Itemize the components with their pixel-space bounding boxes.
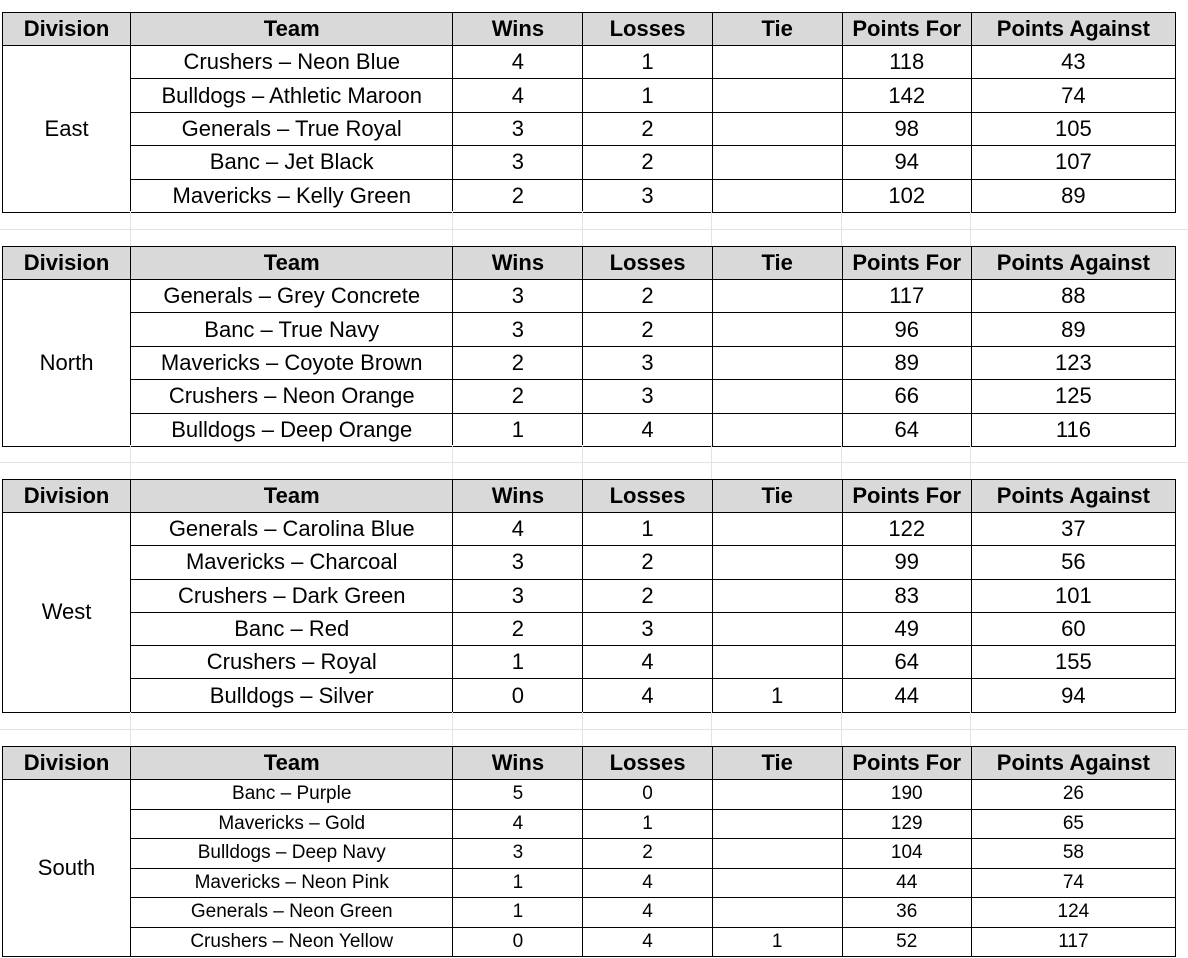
cell-team: Crushers – Neon Blue xyxy=(131,46,453,79)
cell-points-for: 190 xyxy=(842,780,971,810)
cell-team: Banc – True Navy xyxy=(131,313,453,346)
table-row xyxy=(3,546,1176,579)
gap-gridline xyxy=(841,211,842,246)
cell-wins: 3 xyxy=(453,146,583,179)
cell-points-against: 107 xyxy=(971,146,1175,179)
cell-tie xyxy=(712,546,842,579)
cell-wins: 4 xyxy=(453,46,583,79)
cell-points-for: 36 xyxy=(842,898,971,928)
cell-tie xyxy=(712,179,842,212)
cell-tie xyxy=(712,839,842,869)
cell-losses: 2 xyxy=(583,839,712,869)
header-row xyxy=(3,480,1176,513)
cell-tie xyxy=(712,868,842,898)
table-row xyxy=(3,346,1176,379)
cell-team: Mavericks – Kelly Green xyxy=(131,179,453,212)
table-row xyxy=(3,380,1176,413)
cell-points-for: 94 xyxy=(842,146,971,179)
cell-points-against: 117 xyxy=(971,927,1175,957)
cell-losses: 1 xyxy=(583,809,712,839)
gap-gridline xyxy=(130,211,131,246)
column-header-points-for: Points For xyxy=(842,480,971,513)
cell-losses: 0 xyxy=(583,780,712,810)
table-row xyxy=(3,780,1176,810)
column-header-losses: Losses xyxy=(583,247,712,280)
cell-losses: 4 xyxy=(583,868,712,898)
cell-points-for: 49 xyxy=(842,612,971,645)
cell-tie xyxy=(712,646,842,679)
cell-team: Bulldogs – Athletic Maroon xyxy=(131,79,453,112)
cell-losses: 1 xyxy=(583,513,712,546)
header-row xyxy=(3,13,1176,46)
cell-points-for: 83 xyxy=(842,579,971,612)
cell-points-against: 125 xyxy=(971,380,1175,413)
cell-points-for: 102 xyxy=(842,179,971,212)
cell-losses: 3 xyxy=(583,380,712,413)
header-row xyxy=(3,247,1176,280)
cell-wins: 0 xyxy=(453,927,583,957)
column-header-tie: Tie xyxy=(712,247,842,280)
column-header-wins: Wins xyxy=(453,480,583,513)
column-header-team: Team xyxy=(131,247,453,280)
gap-gridline xyxy=(0,462,1188,463)
cell-losses: 3 xyxy=(583,612,712,645)
cell-losses: 1 xyxy=(583,79,712,112)
cell-points-against: 74 xyxy=(971,868,1175,898)
cell-team: Mavericks – Charcoal xyxy=(131,546,453,579)
cell-losses: 1 xyxy=(583,46,712,79)
gap-gridline xyxy=(452,211,453,246)
cell-points-for: 44 xyxy=(842,868,971,898)
table-row xyxy=(3,927,1176,957)
cell-wins: 4 xyxy=(453,513,583,546)
cell-tie xyxy=(712,898,842,928)
column-header-wins: Wins xyxy=(453,747,583,780)
cell-wins: 2 xyxy=(453,380,583,413)
table-row xyxy=(3,898,1176,928)
cell-team: Mavericks – Neon Pink xyxy=(131,868,453,898)
cell-points-for: 64 xyxy=(842,413,971,446)
cell-tie xyxy=(712,579,842,612)
table-row xyxy=(3,46,1176,79)
cell-points-against: 124 xyxy=(971,898,1175,928)
table-row xyxy=(3,646,1176,679)
cell-tie xyxy=(712,513,842,546)
cell-wins: 4 xyxy=(453,809,583,839)
column-header-division: Division xyxy=(3,747,131,780)
cell-points-against: 43 xyxy=(971,46,1175,79)
cell-points-for: 122 xyxy=(842,513,971,546)
cell-losses: 2 xyxy=(583,579,712,612)
cell-points-for: 98 xyxy=(842,112,971,145)
cell-wins: 3 xyxy=(453,579,583,612)
cell-tie xyxy=(712,413,842,446)
cell-points-against: 58 xyxy=(971,839,1175,869)
gap-gridline xyxy=(452,445,453,479)
gap-gridline xyxy=(841,445,842,479)
gap-gridline xyxy=(970,712,971,746)
cell-wins: 2 xyxy=(453,612,583,645)
cell-points-against: 89 xyxy=(971,313,1175,346)
cell-wins: 1 xyxy=(453,898,583,928)
column-header-points-against: Points Against xyxy=(971,247,1175,280)
column-header-points-against: Points Against xyxy=(971,13,1175,46)
gap-gridline xyxy=(130,445,131,479)
cell-wins: 3 xyxy=(453,313,583,346)
cell-wins: 5 xyxy=(453,780,583,810)
table-row xyxy=(3,146,1176,179)
table-row xyxy=(3,313,1176,346)
gap-gridline xyxy=(970,445,971,479)
column-header-tie: Tie xyxy=(712,13,842,46)
standings-table-east xyxy=(2,12,1176,213)
column-header-team: Team xyxy=(131,13,453,46)
column-header-points-against: Points Against xyxy=(971,480,1175,513)
table-row xyxy=(3,868,1176,898)
cell-points-for: 104 xyxy=(842,839,971,869)
table-row xyxy=(3,809,1176,839)
cell-losses: 2 xyxy=(583,146,712,179)
column-header-losses: Losses xyxy=(583,480,712,513)
cell-team: Mavericks – Gold xyxy=(131,809,453,839)
cell-wins: 3 xyxy=(453,112,583,145)
cell-team: Crushers – Neon Yellow xyxy=(131,927,453,957)
cell-team: Bulldogs – Deep Orange xyxy=(131,413,453,446)
table-row xyxy=(3,112,1176,145)
gap-gridline xyxy=(970,211,971,246)
cell-losses: 2 xyxy=(583,280,712,313)
gap-gridline xyxy=(452,712,453,746)
cell-tie xyxy=(712,780,842,810)
cell-tie xyxy=(712,380,842,413)
cell-points-against: 123 xyxy=(971,346,1175,379)
table-row xyxy=(3,679,1176,712)
column-header-team: Team xyxy=(131,747,453,780)
standings-table-west xyxy=(2,479,1176,713)
gap-gridline xyxy=(711,211,712,246)
cell-points-for: 96 xyxy=(842,313,971,346)
table-row xyxy=(3,179,1176,212)
gap-gridline xyxy=(582,712,583,746)
cell-team: Generals – True Royal xyxy=(131,112,453,145)
division-name: West xyxy=(3,513,131,713)
cell-losses: 2 xyxy=(583,112,712,145)
cell-points-for: 66 xyxy=(842,380,971,413)
cell-points-against: 116 xyxy=(971,413,1175,446)
cell-tie xyxy=(712,79,842,112)
cell-points-against: 89 xyxy=(971,179,1175,212)
gap-gridline xyxy=(582,211,583,246)
cell-points-for: 99 xyxy=(842,546,971,579)
cell-team: Generals – Grey Concrete xyxy=(131,280,453,313)
cell-losses: 4 xyxy=(583,898,712,928)
column-header-losses: Losses xyxy=(583,747,712,780)
cell-team: Bulldogs – Deep Navy xyxy=(131,839,453,869)
cell-points-for: 142 xyxy=(842,79,971,112)
standings-table-north xyxy=(2,246,1176,447)
cell-points-against: 65 xyxy=(971,809,1175,839)
cell-tie xyxy=(712,346,842,379)
cell-tie: 1 xyxy=(712,679,842,712)
gap-gridline xyxy=(711,712,712,746)
cell-team: Crushers – Royal xyxy=(131,646,453,679)
cell-tie xyxy=(712,112,842,145)
cell-losses: 3 xyxy=(583,179,712,212)
cell-wins: 4 xyxy=(453,79,583,112)
cell-losses: 2 xyxy=(583,313,712,346)
gap-gridline xyxy=(0,729,1188,730)
gap-gridline xyxy=(841,712,842,746)
cell-wins: 2 xyxy=(453,346,583,379)
cell-team: Mavericks – Coyote Brown xyxy=(131,346,453,379)
cell-losses: 4 xyxy=(583,679,712,712)
column-header-points-for: Points For xyxy=(842,247,971,280)
division-name: East xyxy=(3,46,131,213)
gap-gridline xyxy=(130,712,131,746)
cell-losses: 2 xyxy=(583,546,712,579)
column-header-points-against: Points Against xyxy=(971,747,1175,780)
table-row xyxy=(3,513,1176,546)
cell-wins: 1 xyxy=(453,646,583,679)
cell-wins: 3 xyxy=(453,839,583,869)
cell-points-for: 129 xyxy=(842,809,971,839)
cell-wins: 1 xyxy=(453,868,583,898)
cell-points-for: 52 xyxy=(842,927,971,957)
cell-losses: 4 xyxy=(583,413,712,446)
cell-points-against: 37 xyxy=(971,513,1175,546)
cell-tie xyxy=(712,612,842,645)
column-header-team: Team xyxy=(131,480,453,513)
column-header-tie: Tie xyxy=(712,747,842,780)
column-header-tie: Tie xyxy=(712,480,842,513)
column-header-division: Division xyxy=(3,480,131,513)
cell-tie xyxy=(712,46,842,79)
cell-points-for: 89 xyxy=(842,346,971,379)
cell-wins: 3 xyxy=(453,546,583,579)
cell-points-against: 26 xyxy=(971,780,1175,810)
cell-tie: 1 xyxy=(712,927,842,957)
table-row xyxy=(3,280,1176,313)
cell-points-against: 56 xyxy=(971,546,1175,579)
cell-wins: 2 xyxy=(453,179,583,212)
cell-tie xyxy=(712,280,842,313)
standings-table-south xyxy=(2,746,1176,957)
gap-gridline xyxy=(711,445,712,479)
table-row xyxy=(3,839,1176,869)
cell-tie xyxy=(712,146,842,179)
cell-tie xyxy=(712,313,842,346)
cell-tie xyxy=(712,809,842,839)
cell-points-for: 64 xyxy=(842,646,971,679)
cell-points-against: 88 xyxy=(971,280,1175,313)
column-header-wins: Wins xyxy=(453,13,583,46)
gap-gridline xyxy=(582,445,583,479)
column-header-points-for: Points For xyxy=(842,13,971,46)
cell-points-against: 101 xyxy=(971,579,1175,612)
cell-points-against: 74 xyxy=(971,79,1175,112)
cell-points-against: 94 xyxy=(971,679,1175,712)
column-header-losses: Losses xyxy=(583,13,712,46)
cell-points-for: 44 xyxy=(842,679,971,712)
column-header-points-for: Points For xyxy=(842,747,971,780)
cell-losses: 4 xyxy=(583,927,712,957)
cell-team: Bulldogs – Silver xyxy=(131,679,453,712)
cell-losses: 3 xyxy=(583,346,712,379)
cell-team: Banc – Jet Black xyxy=(131,146,453,179)
header-row xyxy=(3,747,1176,780)
table-row xyxy=(3,579,1176,612)
cell-wins: 3 xyxy=(453,280,583,313)
cell-points-for: 118 xyxy=(842,46,971,79)
cell-points-against: 60 xyxy=(971,612,1175,645)
cell-points-against: 105 xyxy=(971,112,1175,145)
cell-team: Crushers – Neon Orange xyxy=(131,380,453,413)
division-name: South xyxy=(3,780,131,957)
cell-team: Generals – Carolina Blue xyxy=(131,513,453,546)
column-header-division: Division xyxy=(3,247,131,280)
column-header-division: Division xyxy=(3,13,131,46)
cell-wins: 0 xyxy=(453,679,583,712)
cell-team: Generals – Neon Green xyxy=(131,898,453,928)
cell-losses: 4 xyxy=(583,646,712,679)
cell-points-for: 117 xyxy=(842,280,971,313)
table-row xyxy=(3,413,1176,446)
cell-points-against: 155 xyxy=(971,646,1175,679)
table-row xyxy=(3,79,1176,112)
cell-wins: 1 xyxy=(453,413,583,446)
gap-gridline xyxy=(0,229,1188,230)
cell-team: Banc – Red xyxy=(131,612,453,645)
cell-team: Crushers – Dark Green xyxy=(131,579,453,612)
column-header-wins: Wins xyxy=(453,247,583,280)
division-name: North xyxy=(3,280,131,447)
table-row xyxy=(3,612,1176,645)
cell-team: Banc – Purple xyxy=(131,780,453,810)
